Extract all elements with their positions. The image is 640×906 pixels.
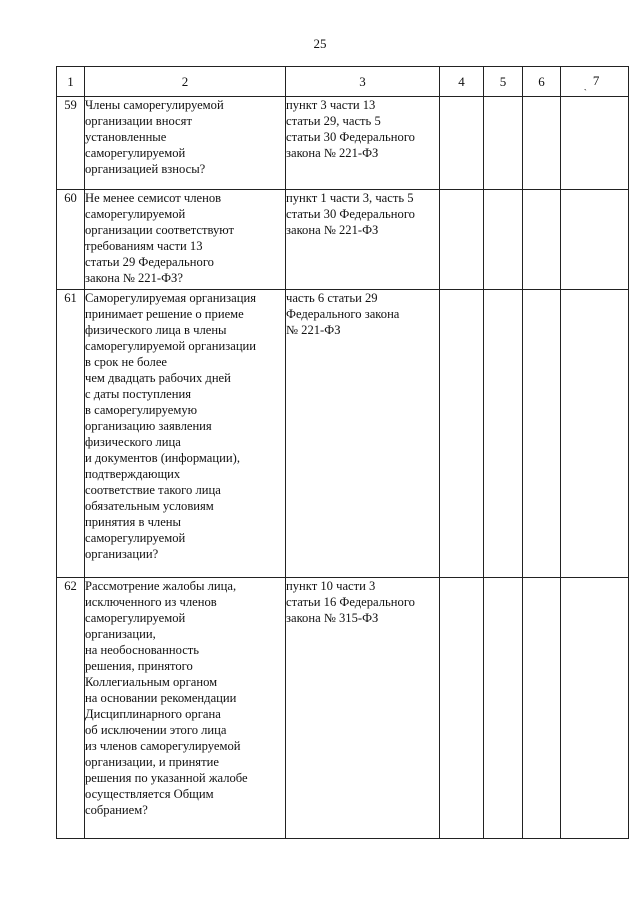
empty-cell [440,578,484,839]
row-number: 62 [57,578,85,839]
empty-cell [523,290,561,578]
empty-cell [440,190,484,290]
table-row [57,290,629,578]
column-header-3: 3 [286,67,440,97]
page-number: 25 [313,36,327,51]
table-row [57,578,629,839]
reference-cell: пункт 3 части 13 статьи 29, часть 5 статьи 30 Федерального закона № 221-ФЗ [286,97,440,190]
empty-cell [561,578,629,839]
question-cell: Члены саморегулируемой организации вносят установленные саморегулируемой организацией взносы? [85,97,286,190]
row-number: 61 [57,290,85,578]
column-header-6: 6 [523,67,561,97]
table-header-row [57,67,629,97]
reference-cell: пункт 10 части 3 статьи 16 Федерального закона № 315-ФЗ [286,578,440,839]
row-number: 60 [57,190,85,290]
empty-cell [561,97,629,190]
empty-cell [561,290,629,578]
empty-cell [523,578,561,839]
empty-cell [484,190,523,290]
checklist-table [56,66,629,839]
empty-cell [523,97,561,190]
empty-cell [484,578,523,839]
reference-cell: пункт 1 части 3, часть 5 статьи 30 Федерального закона № 221-ФЗ [286,190,440,290]
column-header-1: 1 [57,67,85,97]
question-cell: Саморегулируемая организация принимает решение о приеме физического лица в члены саморегулируемой организации в срок не более чем двадцать рабочих дней с даты поступления в саморегулируемую организацию заявления физического лица и документов (информации), подтверждающих соответствие такого лица обязательным условиям принятия в члены саморегулируемой организации? [85,290,286,578]
column-header-4: 4 [440,67,484,97]
question-cell: Не менее семисот членов саморегулируемой организации соответствуют требованиям части 13 статьи 29 Федерального закона № 221-ФЗ? [85,190,286,290]
empty-cell [561,190,629,290]
empty-cell [523,190,561,290]
column-header-2: 2 [85,67,286,97]
table-row [57,97,629,190]
empty-cell [440,290,484,578]
question-cell: Рассмотрение жалобы лица, исключенного из членов саморегулируемой организации, на необоснованность решения, принятого Коллегиальным органом на основании рекомендации Дисциплинарного органа об исключении этого лица из членов саморегулируемой организации, и принятие решения по указанной жалобе осуществляется Общим собранием? [85,578,286,839]
reference-cell: часть 6 статьи 29 Федерального закона № 221-ФЗ [286,290,440,578]
empty-cell [440,97,484,190]
empty-cell [484,290,523,578]
pen-mark: ˏ [583,79,587,91]
row-number: 59 [57,97,85,190]
column-header-5: 5 [484,67,523,97]
table-row [57,190,629,290]
column-header-7: $_ˏ$ 7 [561,67,629,97]
empty-cell [484,97,523,190]
